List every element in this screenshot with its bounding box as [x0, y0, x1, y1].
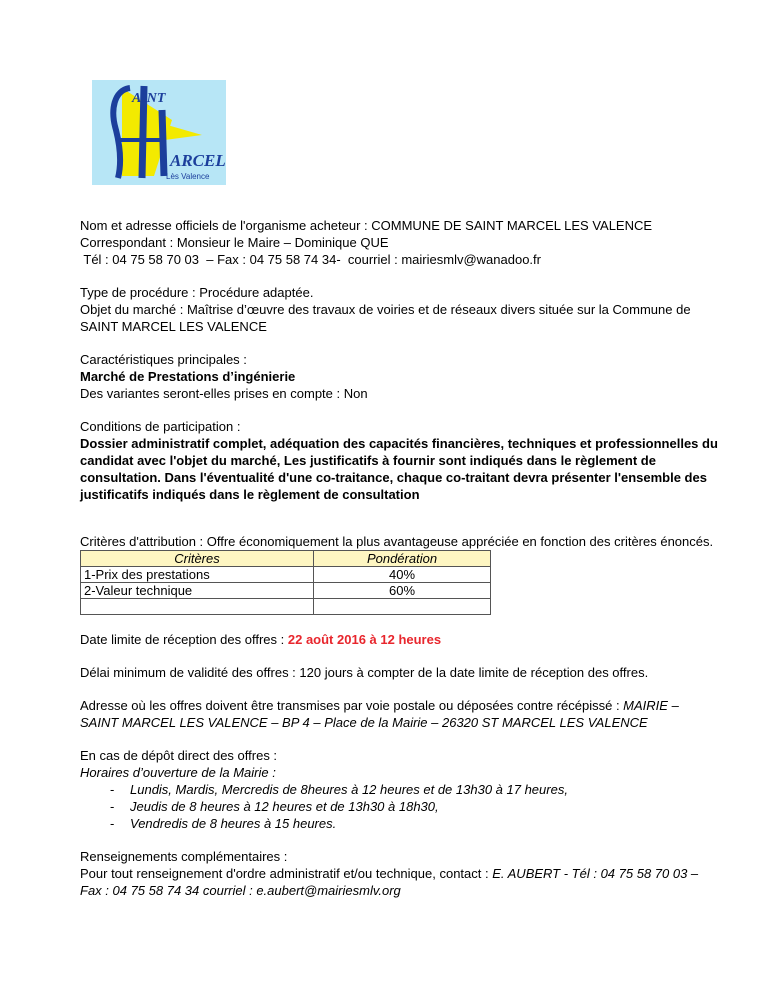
renseignements-section — [80, 848, 720, 899]
list-dash: - — [110, 782, 115, 797]
renseignements-contact: E. AUBERT - Tél : 04 75 58 70 03 – Fax : 04 75 58 74 34 courriel : e.aubert@mairiesmlv.org — [80, 866, 699, 898]
criteres-intro: Critères d'attribution : Offre économiquement la plus avantageuse appréciée en fonction des critères énoncés. — [80, 534, 714, 549]
horaires-item: Vendredis de 8 heures à 15 heures. — [130, 816, 337, 831]
table-cell: 40% — [314, 567, 491, 583]
list-dash: - — [110, 799, 115, 814]
table-row — [81, 583, 491, 599]
organisme-line: Nom et adresse officiels de l'organisme acheteur : COMMUNE DE SAINT MARCEL LES VALENCE — [80, 218, 653, 233]
list-item — [80, 815, 720, 832]
table-row — [81, 567, 491, 583]
marche-type: Marché de Prestations d’ingénierie — [80, 369, 296, 384]
list-item — [80, 781, 720, 798]
depot-label: En cas de dépôt direct des offres : — [80, 748, 278, 763]
horaires-label: Horaires d’ouverture de la Mairie : — [80, 765, 276, 780]
logo-text-aint: AINT — [132, 91, 166, 106]
criteres-section — [80, 533, 720, 615]
caracteristiques-section — [80, 351, 720, 402]
organisme-section — [80, 217, 720, 268]
renseignements-label: Renseignements complémentaires : — [80, 849, 288, 864]
list-dash: - — [110, 816, 115, 831]
adresse-section — [80, 697, 720, 731]
table-cell: 2-Valeur technique — [81, 583, 314, 599]
objet-marche: Objet du marché : Maîtrise d’œuvre des travaux de voiries et de réseaux divers située sur la Commune de SAINT MARCEL LES VALENCE — [80, 302, 691, 334]
table-cell — [81, 599, 314, 615]
notice-content — [80, 217, 720, 915]
conditions-label: Conditions de participation : — [80, 419, 241, 434]
date-limite-label: Date limite de réception des offres : — [80, 632, 288, 647]
renseignements-text: Pour tout renseignement d'ordre administratif et/ou technique, contact : — [80, 866, 493, 881]
criteres-table — [80, 550, 491, 615]
procedure-section — [80, 284, 720, 335]
horaires-list — [80, 781, 720, 832]
table-row — [81, 599, 491, 615]
variantes-line: Des variantes seront-elles prises en compte : Non — [80, 386, 368, 401]
logo-text-arcel: ARCEL — [170, 151, 226, 170]
logo-text-sub: Lès Valence — [166, 172, 210, 181]
date-limite-value: 22 août 2016 à 12 heures — [287, 632, 442, 647]
header-ponderation: Pondération — [314, 551, 491, 567]
correspondant-line: Correspondant : Monsieur le Maire – Dominique QUE — [80, 235, 389, 250]
logo-graphic — [92, 80, 226, 185]
table-cell: 1-Prix des prestations — [81, 567, 314, 583]
delai-section — [80, 664, 720, 681]
table-cell: 60% — [314, 583, 491, 599]
procedure-type: Type de procédure : Procédure adaptée. — [80, 285, 314, 300]
date-limite-section — [80, 631, 720, 648]
header-criteres: Critères — [81, 551, 314, 567]
conditions-text: Dossier administratif complet, adéquation des capacités financières, techniques et professionnelles du candidat avec l'objet du marché, Les justificatifs à fournir sont indiqués dans le règlement de consultation. Dans l'éventualité d'une co-traitance, chaque co-traitant devra présenter l'ensemble des justificatifs indiqués dans le règlement de consultation — [80, 436, 718, 502]
adresse-value: MAIRIE – SAINT MARCEL LES VALENCE – BP 4 – Place de la Mairie – 26320 ST MARCEL LES VALENCE — [80, 698, 679, 730]
saint-marcel-logo — [92, 80, 226, 185]
table-cell — [314, 599, 491, 615]
table-header-row — [81, 551, 491, 567]
caracteristiques-label: Caractéristiques principales : — [80, 352, 247, 367]
delai-text: Délai minimum de validité des offres : 120 jours à compter de la date limite de réception des offres. — [80, 665, 649, 680]
horaires-item: Jeudis de 8 heures à 12 heures et de 13h30 à 18h30, — [130, 799, 439, 814]
conditions-section — [80, 418, 720, 503]
depot-section — [80, 747, 720, 832]
adresse-label: Adresse où les offres doivent être transmises par voie postale ou déposées contre récépissé : — [80, 698, 624, 713]
contact-line: Tél : 04 75 58 70 03 – Fax : 04 75 58 74 34- courriel : mairiesmlv@wanadoo.fr — [80, 252, 541, 267]
list-item — [80, 798, 720, 815]
horaires-item: Lundis, Mardis, Mercredis de 8heures à 12 heures et de 13h30 à 17 heures, — [130, 782, 568, 797]
